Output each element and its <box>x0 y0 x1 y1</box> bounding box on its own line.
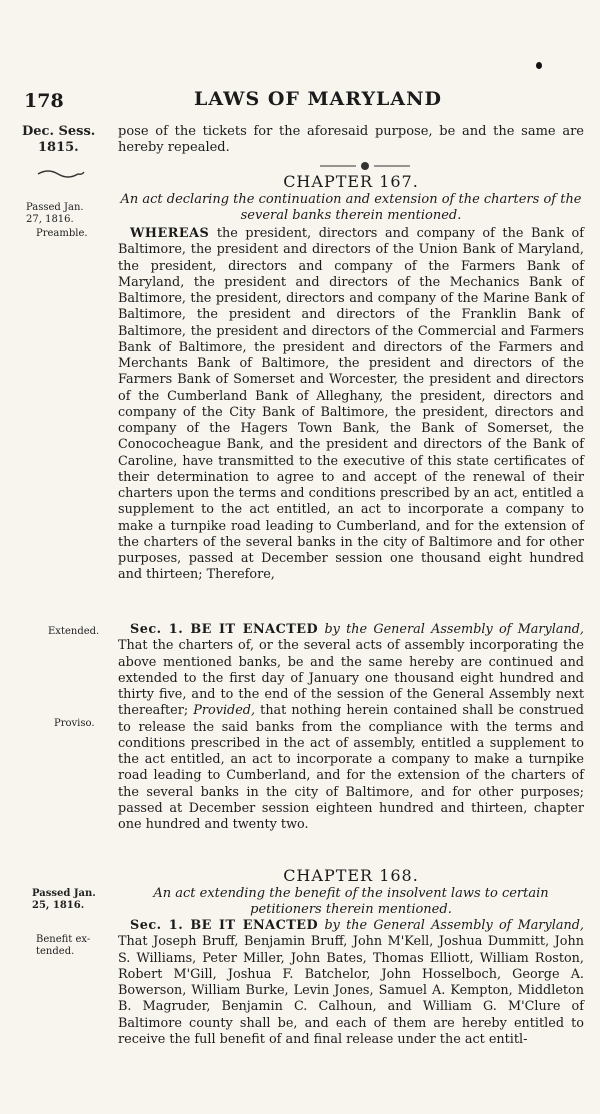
ch168-enacting-clause: by the General Assembly of Maryland, <box>324 918 585 933</box>
preamble-note: Preamble. <box>36 228 88 239</box>
proviso-lead: Provided, <box>193 703 256 719</box>
chapter-168-heading: CHAPTER 168. <box>283 866 419 885</box>
running-title: LAWS OF MARYLAND <box>194 88 442 110</box>
ch168-passed-date: 25, 1816. <box>32 900 85 911</box>
chapter-168-title: An act extending the benefit of the insolvent laws to certain petitioners therein mentioned. <box>153 886 549 917</box>
ch167-passed-note <box>26 202 116 226</box>
chapter-167-heading: CHAPTER 167. <box>283 172 419 191</box>
preamble-text: the president, directors and company of the Bank of Baltimore, the president and directors of the Union Bank of Maryland, the president, directors and company of the Farmers Bank of Maryland, the president and directors of the Mechanics Bank of Baltimore, the president, directors and company of the Marine Bank of Baltimore, the president and directors of the Franklin Bank of Baltimore, the president and directors of the Commercial and Farmers Bank of Baltimore, the president and directors of the Farmers and Merchants Bank of Baltimore, the president and directors of the Farmers Bank of Somerset and Worcester, the president and directors of the Cumberland Bank of Alleghany, the president, directors and company of the City Bank of Baltimore, the president, directors and company of the Hagers Town Bank, the Bank of Somerset, the Conococheague Bank, and the president and directors of the Bank of Caroline, have transmitted to the executive of this state certificates of their determination to agree to and accept of the renewal of their charters upon the terms and conditions prescribed by an act, entitled a supplement to the act entitled, an act to incorporate a company to make a turnpike road leading to Cumberland, and for the extension of the charters of the several banks in the city of Baltimore and for other purposes, passed at December session one thousand eight hundred and thirteen; Therefore, <box>118 226 584 583</box>
chapter-168-section-1 <box>118 918 584 1048</box>
proviso-note: Proviso. <box>54 718 95 729</box>
carryover-paragraph: pose of the tickets for the aforesaid purpose, be and the same are hereby repealed. <box>118 124 584 156</box>
benefit-note <box>36 934 126 958</box>
chapter-167-preamble <box>118 226 584 584</box>
chapter-167-section-1 <box>118 622 584 833</box>
flourish-ornament <box>36 169 86 179</box>
sec1-enacting-clause: by the General Assembly of Maryland, <box>324 622 585 637</box>
page-number: 178 <box>24 90 64 112</box>
chapter-167-title: An act declaring the continuation and extension of the charters of the several banks therein mentioned. <box>120 192 582 223</box>
extended-note: Extended. <box>48 626 100 637</box>
sec1-lead: Sec. 1. BE IT ENACTED <box>130 622 319 637</box>
ch168-sec1-text: That Joseph Bruff, Benjamin Bruff, John M'Kell, Joshua Dummitt, John S. Williams, Peter Miller, John Bates, Thomas Elliott, William Roston, Robert M'Gill, Joshua F. Batchelor, John Hosselboch, George A. Bowerson, William Burke, Levin Jones, Samuel A. Kempton, Middleton B. Magruder, Benjamin C. Calhoun, and William G. M'Clure of Baltimore county shall be, and each of them are hereby entitled to receive the full benefit of and final release under the act entitl- <box>118 934 584 1047</box>
ch167-passed-label: Passed Jan. <box>26 202 84 213</box>
ch168-passed-note <box>32 888 122 912</box>
benefit-label-1: Benefit ex- <box>36 934 91 945</box>
page-header <box>24 84 584 116</box>
chapter-divider-ornament <box>320 161 410 171</box>
benefit-label-2: tended. <box>36 946 75 957</box>
ch168-sec1-lead: Sec. 1. BE IT ENACTED <box>130 918 319 933</box>
ch167-passed-date: 27, 1816. <box>26 214 74 225</box>
proviso-text: that nothing herein contained shall be construed to release the said banks from the compliance with the terms and conditions prescribed in the act of assembly, entitled a supplement to the act entitled, an act to incorporate a company to make a turnpike road leading to Cumberland, and for the extension of the charters of the several banks in the city of Baltimore, and for other purposes; passed at December session eighteen hundred and thirteen, chapter one hundred and twenty two. <box>118 703 584 832</box>
session-note <box>22 124 122 156</box>
preamble-lead: WHEREAS <box>130 226 210 241</box>
session-year: 1815. <box>38 140 79 155</box>
ch168-passed-label: Passed Jan. <box>32 888 96 899</box>
ink-speck <box>536 62 542 69</box>
sec1-text: That the charters of, or the several acts of assembly incorporating the above mentioned banks, be and the same hereby are continued and extended to the first day of January one thousand eight hundred and thirty five, and to the end of the session of the General Assembly next thereafter; <box>118 638 584 719</box>
session-label: Dec. Sess. <box>22 124 96 139</box>
